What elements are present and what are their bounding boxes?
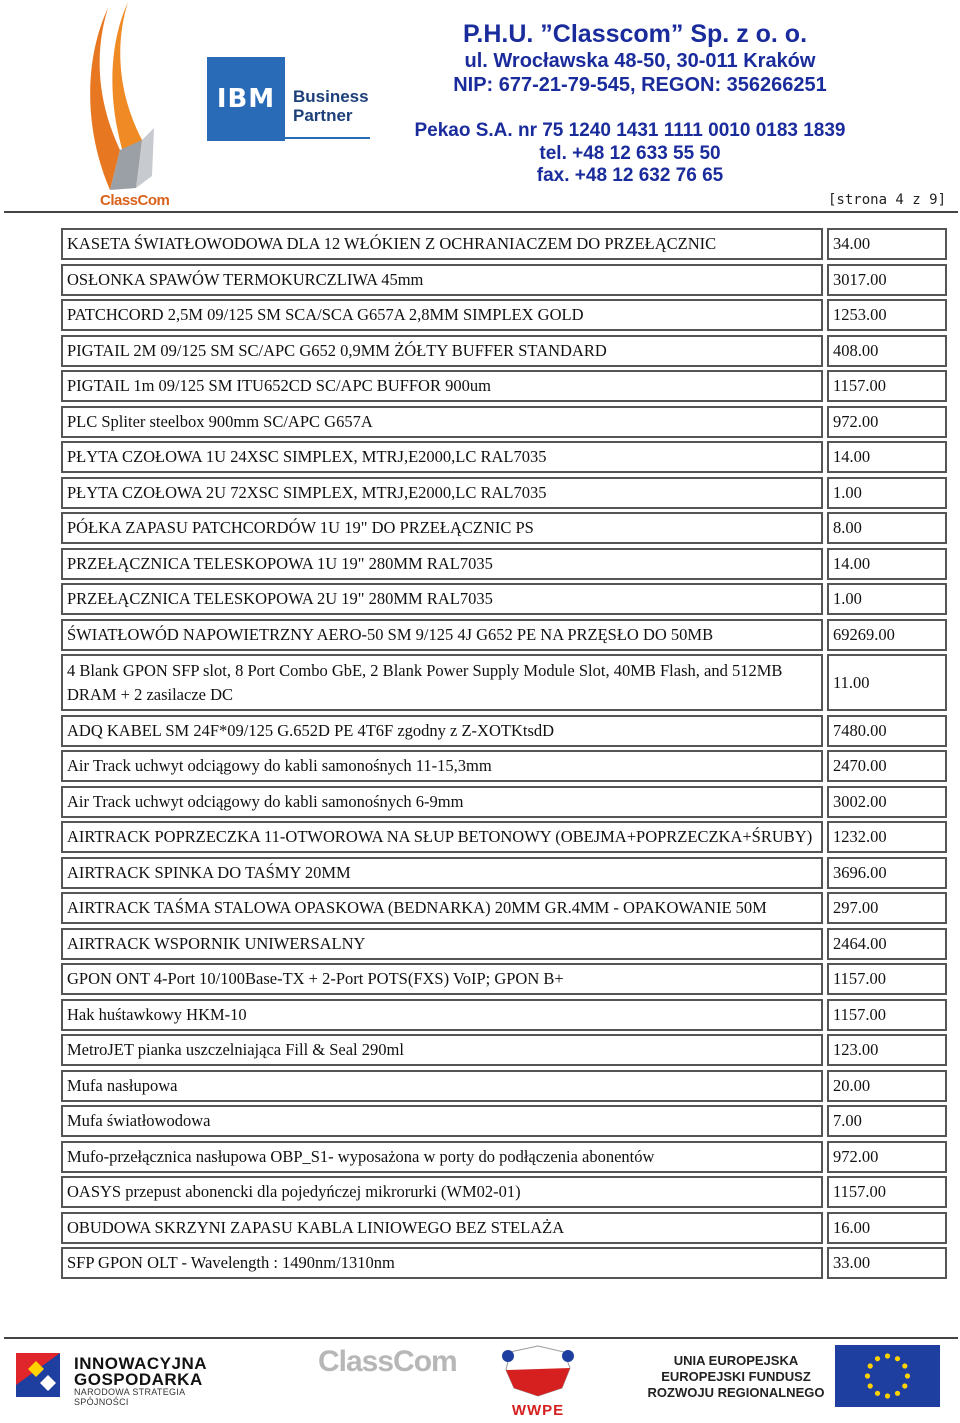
item-quantity-cell: 1157.00 — [827, 1176, 947, 1208]
item-quantity-cell: 11.00 — [827, 654, 947, 711]
eu-star-icon — [865, 1373, 870, 1378]
item-name-cell: PLC Spliter steelbox 900mm SC/APC G657A — [61, 406, 823, 438]
company-fax: fax. +48 12 632 76 65 — [536, 165, 724, 186]
table-row — [61, 1141, 947, 1173]
table-row — [61, 583, 947, 615]
item-quantity-cell: 1157.00 — [827, 999, 947, 1031]
item-quantity-cell: 14.00 — [827, 548, 947, 580]
table-row — [61, 264, 947, 296]
item-quantity-cell: 123.00 — [827, 1034, 947, 1066]
innowacyjna-gospodarka-title — [74, 1356, 207, 1388]
poland-map-icon — [498, 1342, 578, 1402]
table-row — [61, 892, 947, 924]
table-row — [61, 821, 947, 853]
table-row — [61, 619, 947, 651]
item-name-cell: PIGTAIL 2M 09/125 SM SC/APC G652 0,9MM ŻÓŁTY BUFFER STANDARD — [61, 335, 823, 367]
item-quantity-cell: 1.00 — [827, 583, 947, 615]
table-row — [61, 1176, 947, 1208]
item-name-cell: KASETA ŚWIATŁOWODOWA DLA 12 WŁÓKIEN Z OCHRANIACZEM DO PRZEŁĄCZNIC — [61, 228, 823, 260]
wwpe-text: WWPE — [511, 1402, 565, 1419]
item-quantity-cell: 34.00 — [827, 228, 947, 260]
table-row — [61, 299, 947, 331]
innowacyjna-gospodarka-mark-icon — [12, 1345, 68, 1401]
item-quantity-cell: 3696.00 — [827, 857, 947, 889]
header-divider — [4, 211, 958, 213]
company-nip-regon: NIP: 677-21-79-545, REGON: 356266251 — [453, 74, 827, 96]
document-header — [0, 0, 960, 214]
item-name-cell: Air Track uchwyt odciągowy do kabli samonośnych 6-9mm — [61, 786, 823, 818]
table-row — [61, 441, 947, 473]
eu-star-icon — [895, 1356, 900, 1361]
item-name-cell: SFP GPON OLT - Wavelength : 1490nm/1310nm — [61, 1247, 823, 1279]
item-quantity-cell: 1157.00 — [827, 963, 947, 995]
table-row — [61, 654, 947, 711]
eu-star-icon — [885, 1353, 890, 1358]
table-row — [61, 548, 947, 580]
item-quantity-cell: 20.00 — [827, 1070, 947, 1102]
table-row — [61, 1034, 947, 1066]
item-name-cell: OBUDOWA SKRZYNI ZAPASU KABLA LINIOWEGO BEZ STELAŻA — [61, 1212, 823, 1244]
eu-stars-icon — [835, 1345, 940, 1407]
item-name-cell: ŚWIATŁOWÓD NAPOWIETRZNY AERO-50 SM 9/125 4J G652 PE NA PRZĘSŁO DO 50MB — [61, 619, 823, 651]
business-label: Business — [293, 87, 369, 106]
item-name-cell: PŁYTA CZOŁOWA 1U 24XSC SIMPLEX, MTRJ,E2000,LC RAL7035 — [61, 441, 823, 473]
table-row — [61, 512, 947, 544]
table-row — [61, 406, 947, 438]
eu-star-icon — [895, 1391, 900, 1396]
table-row — [61, 1212, 947, 1244]
classcom-small-logo: ClassCom — [100, 192, 170, 209]
ibm-mark — [207, 57, 285, 141]
gospodarka-text: GOSPODARKA — [74, 1370, 203, 1389]
item-name-cell: AIRTRACK WSPORNIK UNIWERSALNY — [61, 928, 823, 960]
item-quantity-cell: 3002.00 — [827, 786, 947, 818]
item-name-cell: AIRTRACK TAŚMA STALOWA OPASKOWA (BEDNARKA) 20MM GR.4MM - OPAKOWANIE 50M — [61, 892, 823, 924]
classcom-ribbon-logo-icon — [80, 0, 170, 200]
company-bank-account: Pekao S.A. nr 75 1240 1431 1111 0010 0183 1839 — [414, 120, 846, 141]
table-row — [61, 335, 947, 367]
item-quantity-cell: 1.00 — [827, 477, 947, 509]
item-name-cell: AIRTRACK POPRZECZKA 11-OTWOROWA NA SŁUP BETONOWY (OBEJMA+POPRZECZKA+ŚRUBY) — [61, 821, 823, 853]
footer-classcom-logo: ClassCom — [318, 1345, 457, 1378]
partner-underline — [285, 137, 370, 139]
item-name-cell: Air Track uchwyt odciągowy do kabli samonośnych 11-15,3mm — [61, 750, 823, 782]
item-name-cell: Mufa światłowodowa — [61, 1105, 823, 1137]
item-name-cell: MetroJET pianka uszczelniająca Fill & Seal 290ml — [61, 1034, 823, 1066]
item-quantity-cell: 16.00 — [827, 1212, 947, 1244]
table-row — [61, 963, 947, 995]
item-quantity-cell: 7480.00 — [827, 715, 947, 747]
item-name-cell: Hak huśtawkowy HKM-10 — [61, 999, 823, 1031]
eu-star-icon — [902, 1383, 907, 1388]
table-row — [61, 999, 947, 1031]
table-row — [61, 477, 947, 509]
wwpe-logo — [498, 1342, 578, 1420]
company-name: P.H.U. ”Classcom” Sp. z o. o. — [462, 20, 808, 48]
item-quantity-cell: 1157.00 — [827, 370, 947, 402]
eu-flag-icon — [835, 1345, 940, 1407]
unia-europejska-text: UNIA EUROPEJSKA — [673, 1353, 799, 1368]
item-quantity-cell: 14.00 — [827, 441, 947, 473]
ibm-logo-text: IBM — [216, 84, 276, 114]
item-quantity-cell: 33.00 — [827, 1247, 947, 1279]
item-quantity-cell: 972.00 — [827, 406, 947, 438]
eu-star-icon — [902, 1363, 907, 1368]
table-row — [61, 750, 947, 782]
page-number: [strona 4 z 9] — [828, 192, 947, 208]
item-name-cell: PRZEŁĄCZNICA TELESKOPOWA 1U 19" 280MM RAL7035 — [61, 548, 823, 580]
eu-star-icon — [885, 1393, 890, 1398]
table-row — [61, 228, 947, 260]
item-name-cell: PŁYTA CZOŁOWA 2U 72XSC SIMPLEX, MTRJ,E2000,LC RAL7035 — [61, 477, 823, 509]
item-quantity-cell: 8.00 — [827, 512, 947, 544]
item-quantity-cell: 7.00 — [827, 1105, 947, 1137]
table-row — [61, 857, 947, 889]
item-quantity-cell: 69269.00 — [827, 619, 947, 651]
table-row — [61, 715, 947, 747]
eu-star-icon — [868, 1363, 873, 1368]
innowacyjna-text: INNOWACYJNA — [74, 1354, 208, 1373]
innowacyjna-gospodarka-logo — [12, 1345, 242, 1405]
items-table — [61, 228, 947, 1283]
table-row — [61, 1247, 947, 1279]
item-quantity-cell: 1253.00 — [827, 299, 947, 331]
item-quantity-cell: 972.00 — [827, 1141, 947, 1173]
item-name-cell: PRZEŁĄCZNICA TELESKOPOWA 2U 19" 280MM RAL7035 — [61, 583, 823, 615]
narodowa-strategia-text: NARODOWA STRATEGIA SPÓJNOŚCI — [74, 1387, 185, 1407]
item-name-cell: 4 Blank GPON SFP slot, 8 Port Combo GbE, 2 Blank Power Supply Module Slot, 40MB Flash, and 512MB DRAM + 2 zasilacze DC — [61, 654, 823, 711]
item-name-cell: PATCHCORD 2,5M 09/125 SM SCA/SCA G657A 2,8MM SIMPLEX GOLD — [61, 299, 823, 331]
europejski-fundusz-text: EUROPEJSKI FUNDUSZ — [661, 1369, 811, 1384]
footer-divider — [4, 1337, 958, 1339]
item-name-cell: OSŁONKA SPAWÓW TERMOKURCZLIWA 45mm — [61, 264, 823, 296]
eu-fund-text — [640, 1353, 832, 1401]
table-row — [61, 928, 947, 960]
item-name-cell: ADQ KABEL SM 24F*09/125 G.652D PE 4T6F zgodny z Z-XOTKtsdD — [61, 715, 823, 747]
item-quantity-cell: 1232.00 — [827, 821, 947, 853]
eu-star-icon — [868, 1383, 873, 1388]
item-name-cell: Mufo-przełącznica nasłupowa OBP_S1- wyposażona w porty do podłączenia abonentów — [61, 1141, 823, 1173]
business-partner-label — [293, 87, 369, 125]
item-name-cell: OASYS przepust abonencki dla pojedyńczej mikrorurki (WM02-01) — [61, 1176, 823, 1208]
table-row — [61, 1070, 947, 1102]
item-name-cell: GPON ONT 4-Port 10/100Base-TX + 2-Port POTS(FXS) VoIP; GPON B+ — [61, 963, 823, 995]
item-name-cell: Mufa nasłupowa — [61, 1070, 823, 1102]
eu-star-icon — [905, 1373, 910, 1378]
rozwoju-regionalnego-text: ROZWOJU REGIONALNEGO — [647, 1385, 825, 1400]
table-row — [61, 370, 947, 402]
eu-star-icon — [875, 1391, 880, 1396]
table-row — [61, 1105, 947, 1137]
company-address: ul. Wrocławska 48-50, 30-011 Kraków — [464, 50, 816, 72]
item-quantity-cell: 297.00 — [827, 892, 947, 924]
table-row — [61, 786, 947, 818]
company-phone: tel. +48 12 633 55 50 — [539, 143, 721, 164]
item-name-cell: PIGTAIL 1m 09/125 SM ITU652CD SC/APC BUFFOR 900um — [61, 370, 823, 402]
item-quantity-cell: 2464.00 — [827, 928, 947, 960]
item-quantity-cell: 408.00 — [827, 335, 947, 367]
item-name-cell: AIRTRACK SPINKA DO TAŚMY 20MM — [61, 857, 823, 889]
partner-label: Partner — [293, 106, 353, 125]
item-quantity-cell: 3017.00 — [827, 264, 947, 296]
item-name-cell: PÓŁKA ZAPASU PATCHCORDÓW 1U 19" DO PRZEŁĄCZNIC PS — [61, 512, 823, 544]
eu-regional-fund-logo — [640, 1345, 940, 1407]
item-quantity-cell: 2470.00 — [827, 750, 947, 782]
eu-star-icon — [875, 1356, 880, 1361]
ibm-business-partner-logo — [207, 57, 370, 141]
